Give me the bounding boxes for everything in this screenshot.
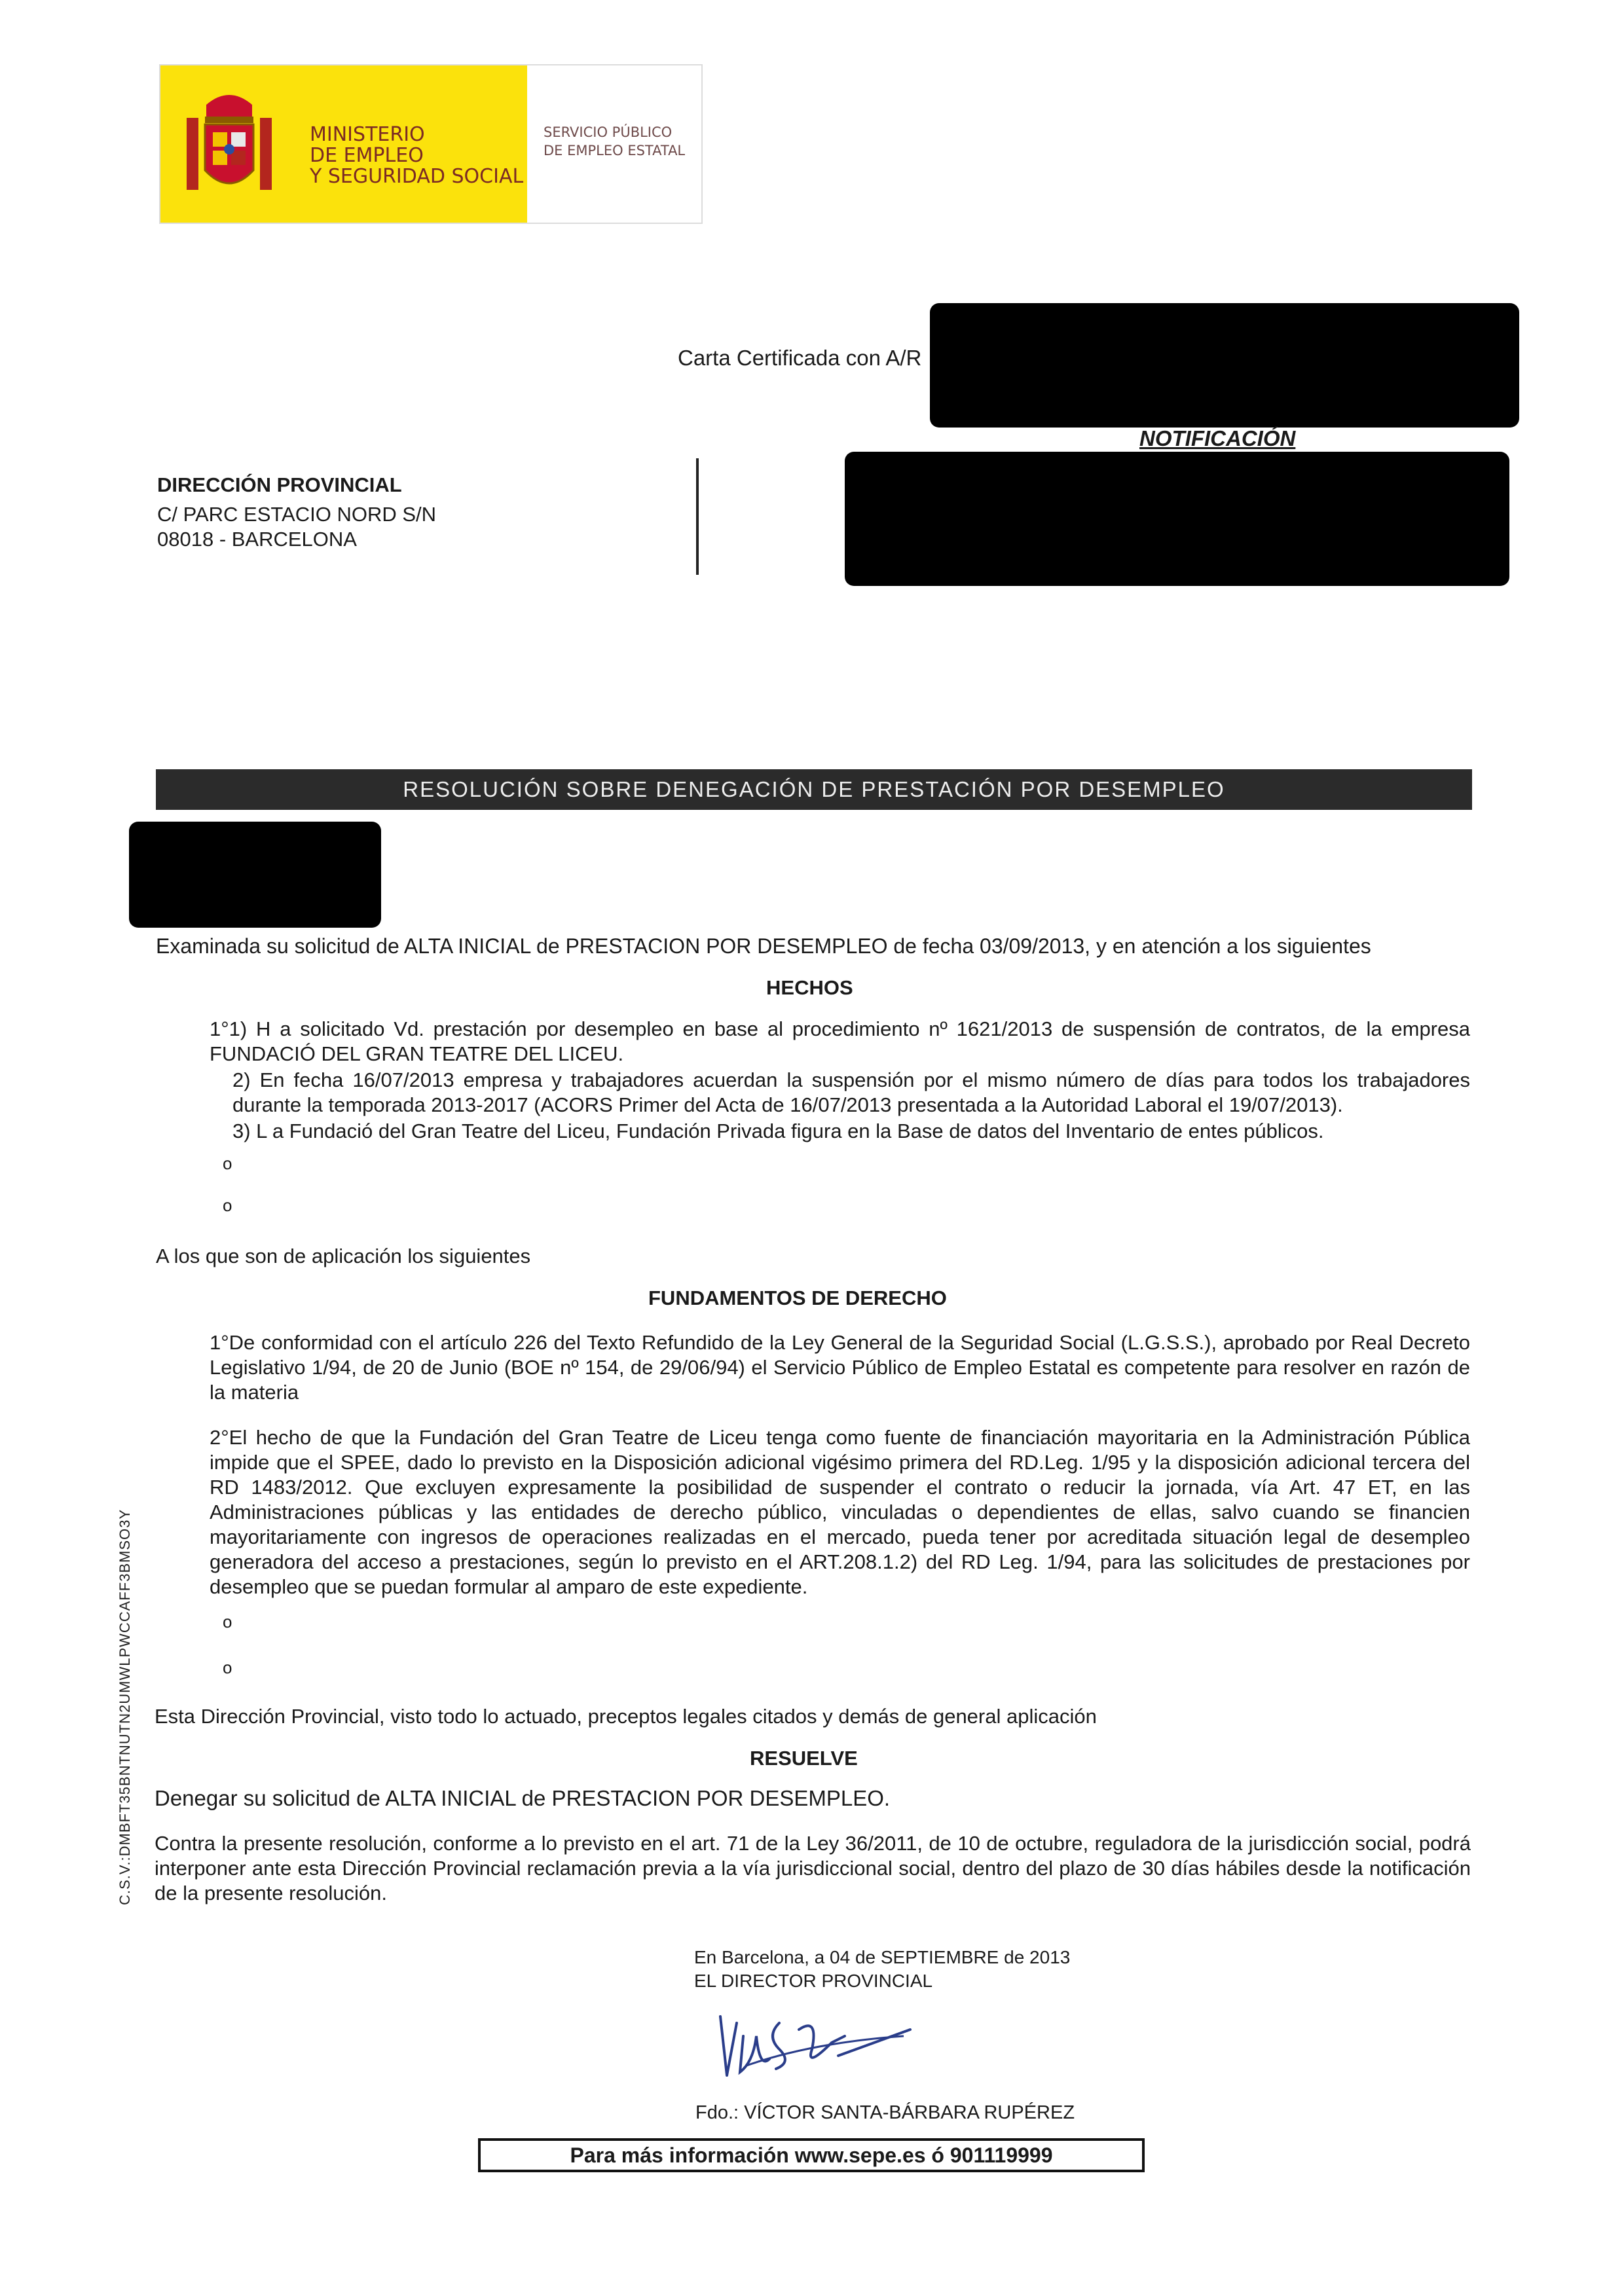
redacted-block [930,303,1519,428]
law-item: 1°De conformidad con el artículo 226 del Texto Refundido de la Ley General de la Seguridad Social (L.G.S.S.), aprobado por Real Decreto Legislativo 1/94, de 20 de Junio (BOE nº 154, de 29/06/94) el Servicio Público de Empleo Estatal es competente para resolver en razón de la materia [210,1331,1470,1404]
signer-role: EL DIRECTOR PROVINCIAL [694,1971,933,1991]
handwritten-signature [707,1997,917,2088]
redacted-block [845,452,1509,586]
resolves-heading: RESUELVE [750,1747,858,1770]
list-bullet: o [223,1195,232,1215]
header-logo [159,64,703,224]
ministry-banner [160,65,527,223]
mail-type: Carta Certificada con A/R [678,346,922,370]
appeal-text: Contra la presente resolución, conforme a lo previsto en el art. 71 de la Ley 36/2011, de 10 de octubre, reguladora de la jurisdicción social, podrá interponer ante esta Dirección Provincial reclamación previa a la vía jurisdiccional social, dentro del plazo de 30 días hábiles desde la notificación de la presente resolución. [155,1832,1471,1904]
sender-postal: 08018 - BARCELONA [157,528,357,551]
sender-address: C/ PARC ESTACIO NORD S/N [157,503,437,526]
service-name: SERVICIO PÚBLICO DE EMPLEO ESTATAL [544,124,686,158]
contact-info-text: Para más información www.sepe.es ó 901119999 [570,2143,1053,2167]
decision-text: Denegar su solicitud de ALTA INICIAL de PRESTACION POR DESEMPLEO. [155,1786,891,1810]
resolution-title: RESOLUCIÓN SOBRE DENEGACIÓN DE PRESTACIÓN POR DESEMPLEO [156,769,1472,810]
intro-text: Examinada su solicitud de ALTA INICIAL de PRESTACION POR DESEMPLEO de fecha 03/09/2013, y en atención a los siguientes [156,934,1371,958]
fact-item: 3) L a Fundació del Gran Teatre del Liceu, Fundación Privada figura en la Base de datos del Inventario de entes públicos. [232,1120,1324,1142]
place-date: En Barcelona, a 04 de SEPTIEMBRE de 2013 [694,1947,1071,1967]
list-bullet: o [223,1658,232,1677]
fact-item: 2) En fecha 16/07/2013 empresa y trabajadores acuerdan la suspensión por el mismo número de días para todos los trabajadores durante la temporada 2013-2017 (ACORS Primer del Acta de 16/07/2013 presentada a la Autoridad Laboral el 19/07/2013). [232,1068,1470,1116]
applicable-intro: A los que son de aplicación los siguientes [156,1245,531,1267]
facts-heading: HECHOS [766,976,853,999]
contact-info-box [478,2138,1145,2172]
fact-item: 1°1) H a solicitado Vd. prestación por desempleo en base al procedimiento nº 1621/2013 de suspensión de contratos, de la empresa FUNDACIÓ DEL GRAN TEATRE DEL LICEU. [210,1017,1470,1065]
law-item: 2°El hecho de que la Fundación del Gran Teatre de Liceu tenga como fuente de financiación mayoritaria en la Administración Pública impide que el SPEE, dado lo previsto en la Disposición adicional vigésimo primera del RD.Leg. 1/95 y la disposición adicional tercera del RD 1483/2012. Que excluyen expresamente la posibilidad de suspender el contrato o reducir la jornada, vía Art. 47 ET, en las Administraciones públicas y las entidades de derecho público, vinculadas o dependientes de ellas, salvo cuando se financien mayoritariamente con ingresos de operaciones realizadas en el mercado, pueda tener por acreditada situación legal de desempleo generadora del acceso a prestaciones, según lo previsto en el ART.208.1.2) del RD Leg. 1/94, para las solicitudes de prestaciones por desempleo que se puedan formular al amparo de este expediente. [210,1426,1470,1598]
redacted-block [129,822,381,928]
list-bullet: o [223,1154,232,1173]
sender-title: DIRECCIÓN PROVINCIAL [157,473,402,496]
considering-text: Esta Dirección Provincial, visto todo lo actuado, preceptos legales citados y demás de general aplicación [155,1705,1097,1728]
ministry-name: MINISTERIO DE EMPLEO Y SEGURIDAD SOCIAL [310,123,524,188]
law-heading: FUNDAMENTOS DE DERECHO [648,1286,947,1309]
verification-code: C.S.V.:DMBFT35BNTNUTN2UMWLPWCCAFF3BMSO3Y [117,1508,133,1905]
signer-name: Fdo.: VÍCTOR SANTA-BÁRBARA RUPÉREZ [695,2102,1075,2123]
divider [696,458,699,575]
list-bullet: o [223,1612,232,1631]
coat-of-arms-icon [180,85,278,203]
notification-label: NOTIFICACIÓN [1139,426,1296,450]
